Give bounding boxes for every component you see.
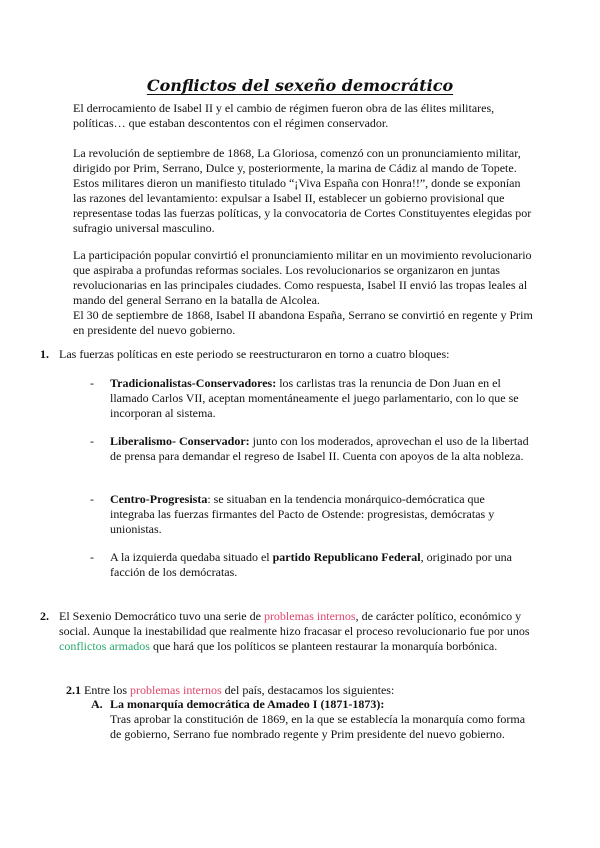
bloc-description: junto con los moderados, aprovechan el uso de la libertad de prensa para demandar el regreso de Isabel II. Cuenta con apoyos de la alta nobleza.	[110, 434, 529, 463]
section-1-text: Las fuerzas políticas en este periodo se reestructuraron en torno a cuatro bloques:	[59, 347, 450, 361]
bloc-liberal-conservative	[110, 434, 530, 464]
participation-paragraph	[73, 248, 533, 338]
section-2-1-text-part: Entre los	[81, 683, 130, 697]
bloc-prefix: A la izquierda quedaba situado el	[110, 550, 273, 564]
bullet-dash: -	[90, 376, 94, 390]
subitem-a-title: La monarquía democrática de Amadeo I (1871-1873):	[110, 697, 385, 711]
bloc-description: los carlistas tras la renuncia de Don Juan en el llamado Carlos VII, aceptan momentáneamente el juego parlamentario, con lo que se incorporan al sistema.	[110, 376, 519, 420]
page-title: Conflictos del sexeño democrático	[146, 76, 454, 95]
section-2-text	[59, 609, 539, 654]
section-1-number: 1.	[40, 347, 49, 361]
bloc-description: : se situaban en la tendencia monárquico-demócratica que integraba las fuerzas firmantes del Pacto de Ostende: progresistas, demócratas y unionistas.	[110, 492, 495, 536]
intro-paragraph	[73, 101, 533, 131]
subitem-a-letter: A.	[91, 697, 103, 711]
section-2-text-part: , de carácter político, económico y social. Aunque la inestabilidad que realmente hizo fracasar el proceso revolucionario fue por unos	[59, 609, 530, 638]
revolution-text: La revolución de septiembre de 1868, La Gloriosa, comenzó con un pronunciamiento militar, dirigido por Prim, Serrano, Dulce y, posteriormente, la marina de Cádiz al mando de Topete. Estos militares dieron un manifiesto titulado “¡Viva España con Honra!!”, donde se exponían las razones del levantamiento: expulsar a Isabel II, establecer un gobierno provisional que representase todas las fuerzas políticas, y la convocatoria de Cortes Constituyentes elegidas por sufragio universal masculino.	[73, 146, 532, 235]
bloc-title: Liberalismo- Conservador:	[110, 434, 250, 448]
bullet-dash: -	[90, 550, 94, 564]
section-2-text-part: El Sexenio Democrático tuvo una serie de	[59, 609, 264, 623]
subitem-a	[110, 697, 530, 742]
highlight-internal-problems: problemas internos	[263, 609, 356, 623]
bloc-republican	[110, 550, 530, 580]
revolution-paragraph	[73, 146, 533, 236]
section-2-1-text	[66, 683, 526, 698]
section-2-1-number: 2.1	[66, 683, 81, 697]
bloc-traditionalist	[110, 376, 530, 421]
subitem-a-text: Tras aprobar la constitución de 1869, en la que se establecía la monarquía como forma de gobierno, Serrano fue nombrado regente y Prim presidente del nuevo gobierno.	[110, 712, 526, 741]
bullet-dash: -	[90, 492, 94, 506]
highlight-internal-problems: problemas internos	[130, 683, 222, 697]
highlight-armed-conflicts: conflictos armados	[59, 639, 150, 653]
bloc-title: Centro-Progresista	[110, 492, 208, 506]
bullet-dash: -	[90, 434, 94, 448]
section-2-1-text-part: del país, destacamos los siguientes:	[221, 683, 395, 697]
participation-text: La participación popular convirtió el pronunciamiento militar en un movimiento revolucionario que aspiraba a profundas reformas sociales. Los revolucionarios se organizaron en juntas revolucionarias en las principales ciudades. Como respuesta, Isabel II envió las tropas leales al mando del general Serrano en la batalla de Alcolea.	[73, 248, 532, 307]
abdication-text: El 30 de septiembre de 1868, Isabel II abandona España, Serrano se convirtió en regente y Prim en presidente del nuevo gobierno.	[73, 308, 533, 337]
bloc-centre-progressive	[110, 492, 530, 537]
bloc-description: , originado por una facción de los demócratas.	[110, 550, 512, 579]
intro-text: El derrocamiento de Isabel II y el cambio de régimen fueron obra de las élites militares, políticas… que estaban descontentos con el régimen conservador.	[73, 101, 495, 130]
section-2-text-part: que hará que los políticos se planteen restaurar la monarquía borbónica.	[149, 639, 498, 653]
bloc-title: partido Republicano Federal	[272, 550, 421, 564]
bloc-title: Tradicionalistas-Conservadores:	[110, 376, 277, 390]
section-2-number: 2.	[40, 609, 49, 623]
